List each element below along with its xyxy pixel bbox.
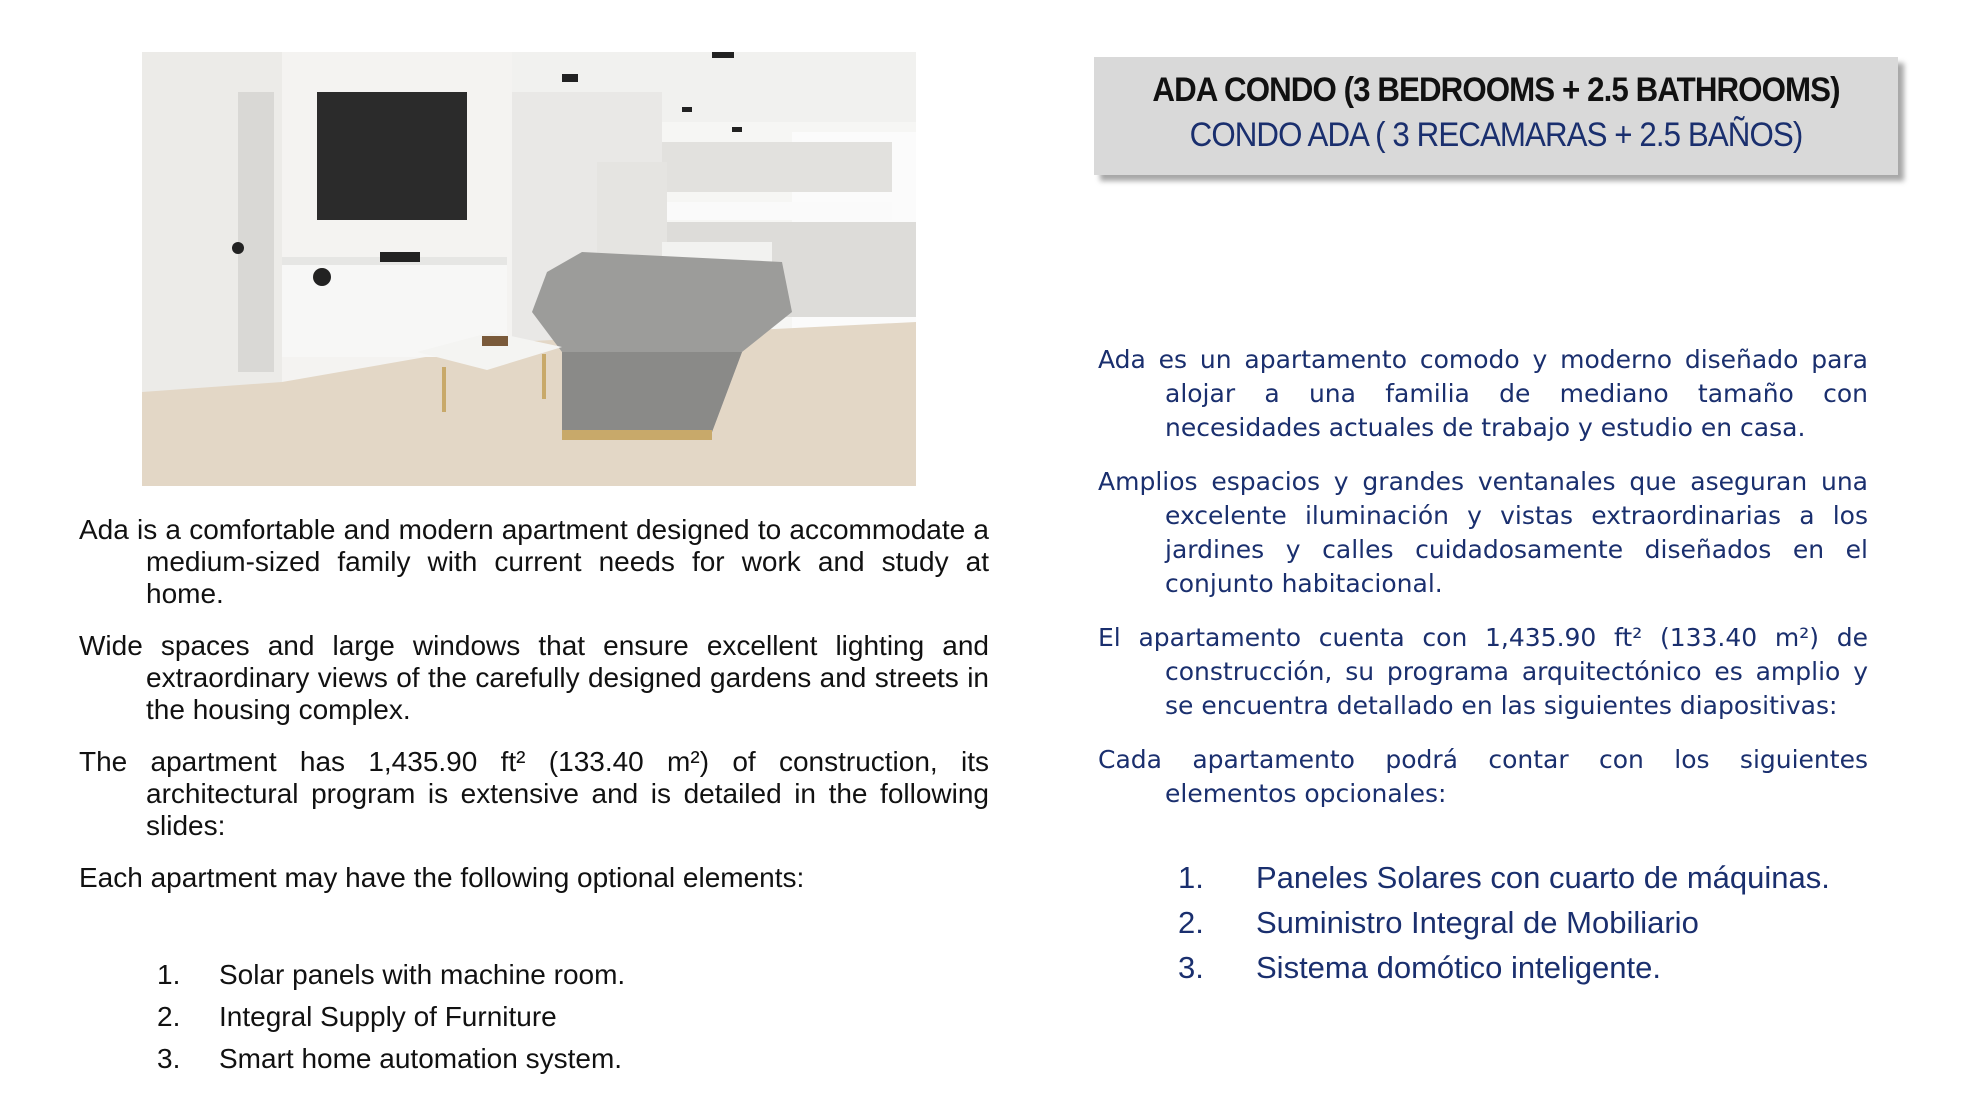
english-paragraph-windows: Wide spaces and large windows that ensure excellent lighting and extraordinary views of the carefully designed gardens and streets in the housing complex.	[79, 630, 989, 725]
title-banner	[1094, 57, 1898, 175]
list-number: 3.	[157, 1043, 181, 1074]
title-spanish: CONDO ADA ( 3 RECAMARAS + 2.5 BAÑOS)	[1189, 116, 1803, 154]
english-paragraph-options: Each apartment may have the following optional elements:	[79, 862, 805, 893]
living-room-render	[142, 52, 916, 486]
list-text: Suministro Integral de Mobiliario	[1256, 904, 1699, 940]
english-paragraph-area: The apartment has 1,435.90 ft² (133.40 m²) of construction, its architectural program is extensive and is detailed in the following slides:	[79, 746, 989, 841]
title-english: ADA CONDO (3 BEDROOMS + 2.5 BATHROOMS)	[1152, 71, 1840, 109]
spanish-description	[1098, 343, 1868, 990]
list-text: Solar panels with machine room.	[219, 959, 626, 990]
english-options-list	[79, 954, 989, 1080]
list-number: 3.	[1178, 949, 1204, 985]
list-number: 2.	[157, 1001, 181, 1032]
list-item	[1098, 900, 1868, 945]
list-number: 1.	[157, 959, 181, 990]
list-item	[79, 954, 989, 996]
english-description	[79, 514, 989, 1080]
list-item	[79, 996, 989, 1038]
spanish-paragraph-area: El apartamento cuenta con 1,435.90 ft² (133.40 m²) de construcción, su programa arquitectónico es amplio y se encuentra detallado en las siguientes diapositivas:	[1098, 623, 1868, 720]
english-paragraph-intro: Ada is a comfortable and modern apartment designed to accommodate a medium-sized family with current needs for work and study at home.	[79, 514, 989, 609]
spanish-paragraph-intro: Ada es un apartamento comodo y moderno diseñado para alojar a una familia de mediano tamaño con necesidades actuales de trabajo y estudio en casa.	[1098, 345, 1868, 442]
spanish-paragraph-windows: Amplios espacios y grandes ventanales que aseguran una excelente iluminación y vistas extraordinarias a los jardines y calles cuidadosamente diseñados en el conjunto habitacional.	[1098, 467, 1868, 598]
list-number: 1.	[1178, 859, 1204, 895]
list-text: Paneles Solares con cuarto de máquinas.	[1256, 859, 1830, 895]
list-item	[1098, 855, 1868, 900]
list-text: Smart home automation system.	[219, 1043, 623, 1074]
spanish-options-list	[1098, 855, 1868, 990]
list-text: Sistema domótico inteligente.	[1256, 949, 1661, 985]
list-number: 2.	[1178, 904, 1204, 940]
list-item	[1098, 945, 1868, 990]
apartment-interior-photo	[142, 52, 916, 486]
list-item	[79, 1038, 989, 1080]
list-text: Integral Supply of Furniture	[219, 1001, 557, 1032]
spanish-paragraph-options: Cada apartamento podrá contar con los siguientes elementos opcionales:	[1098, 745, 1868, 808]
